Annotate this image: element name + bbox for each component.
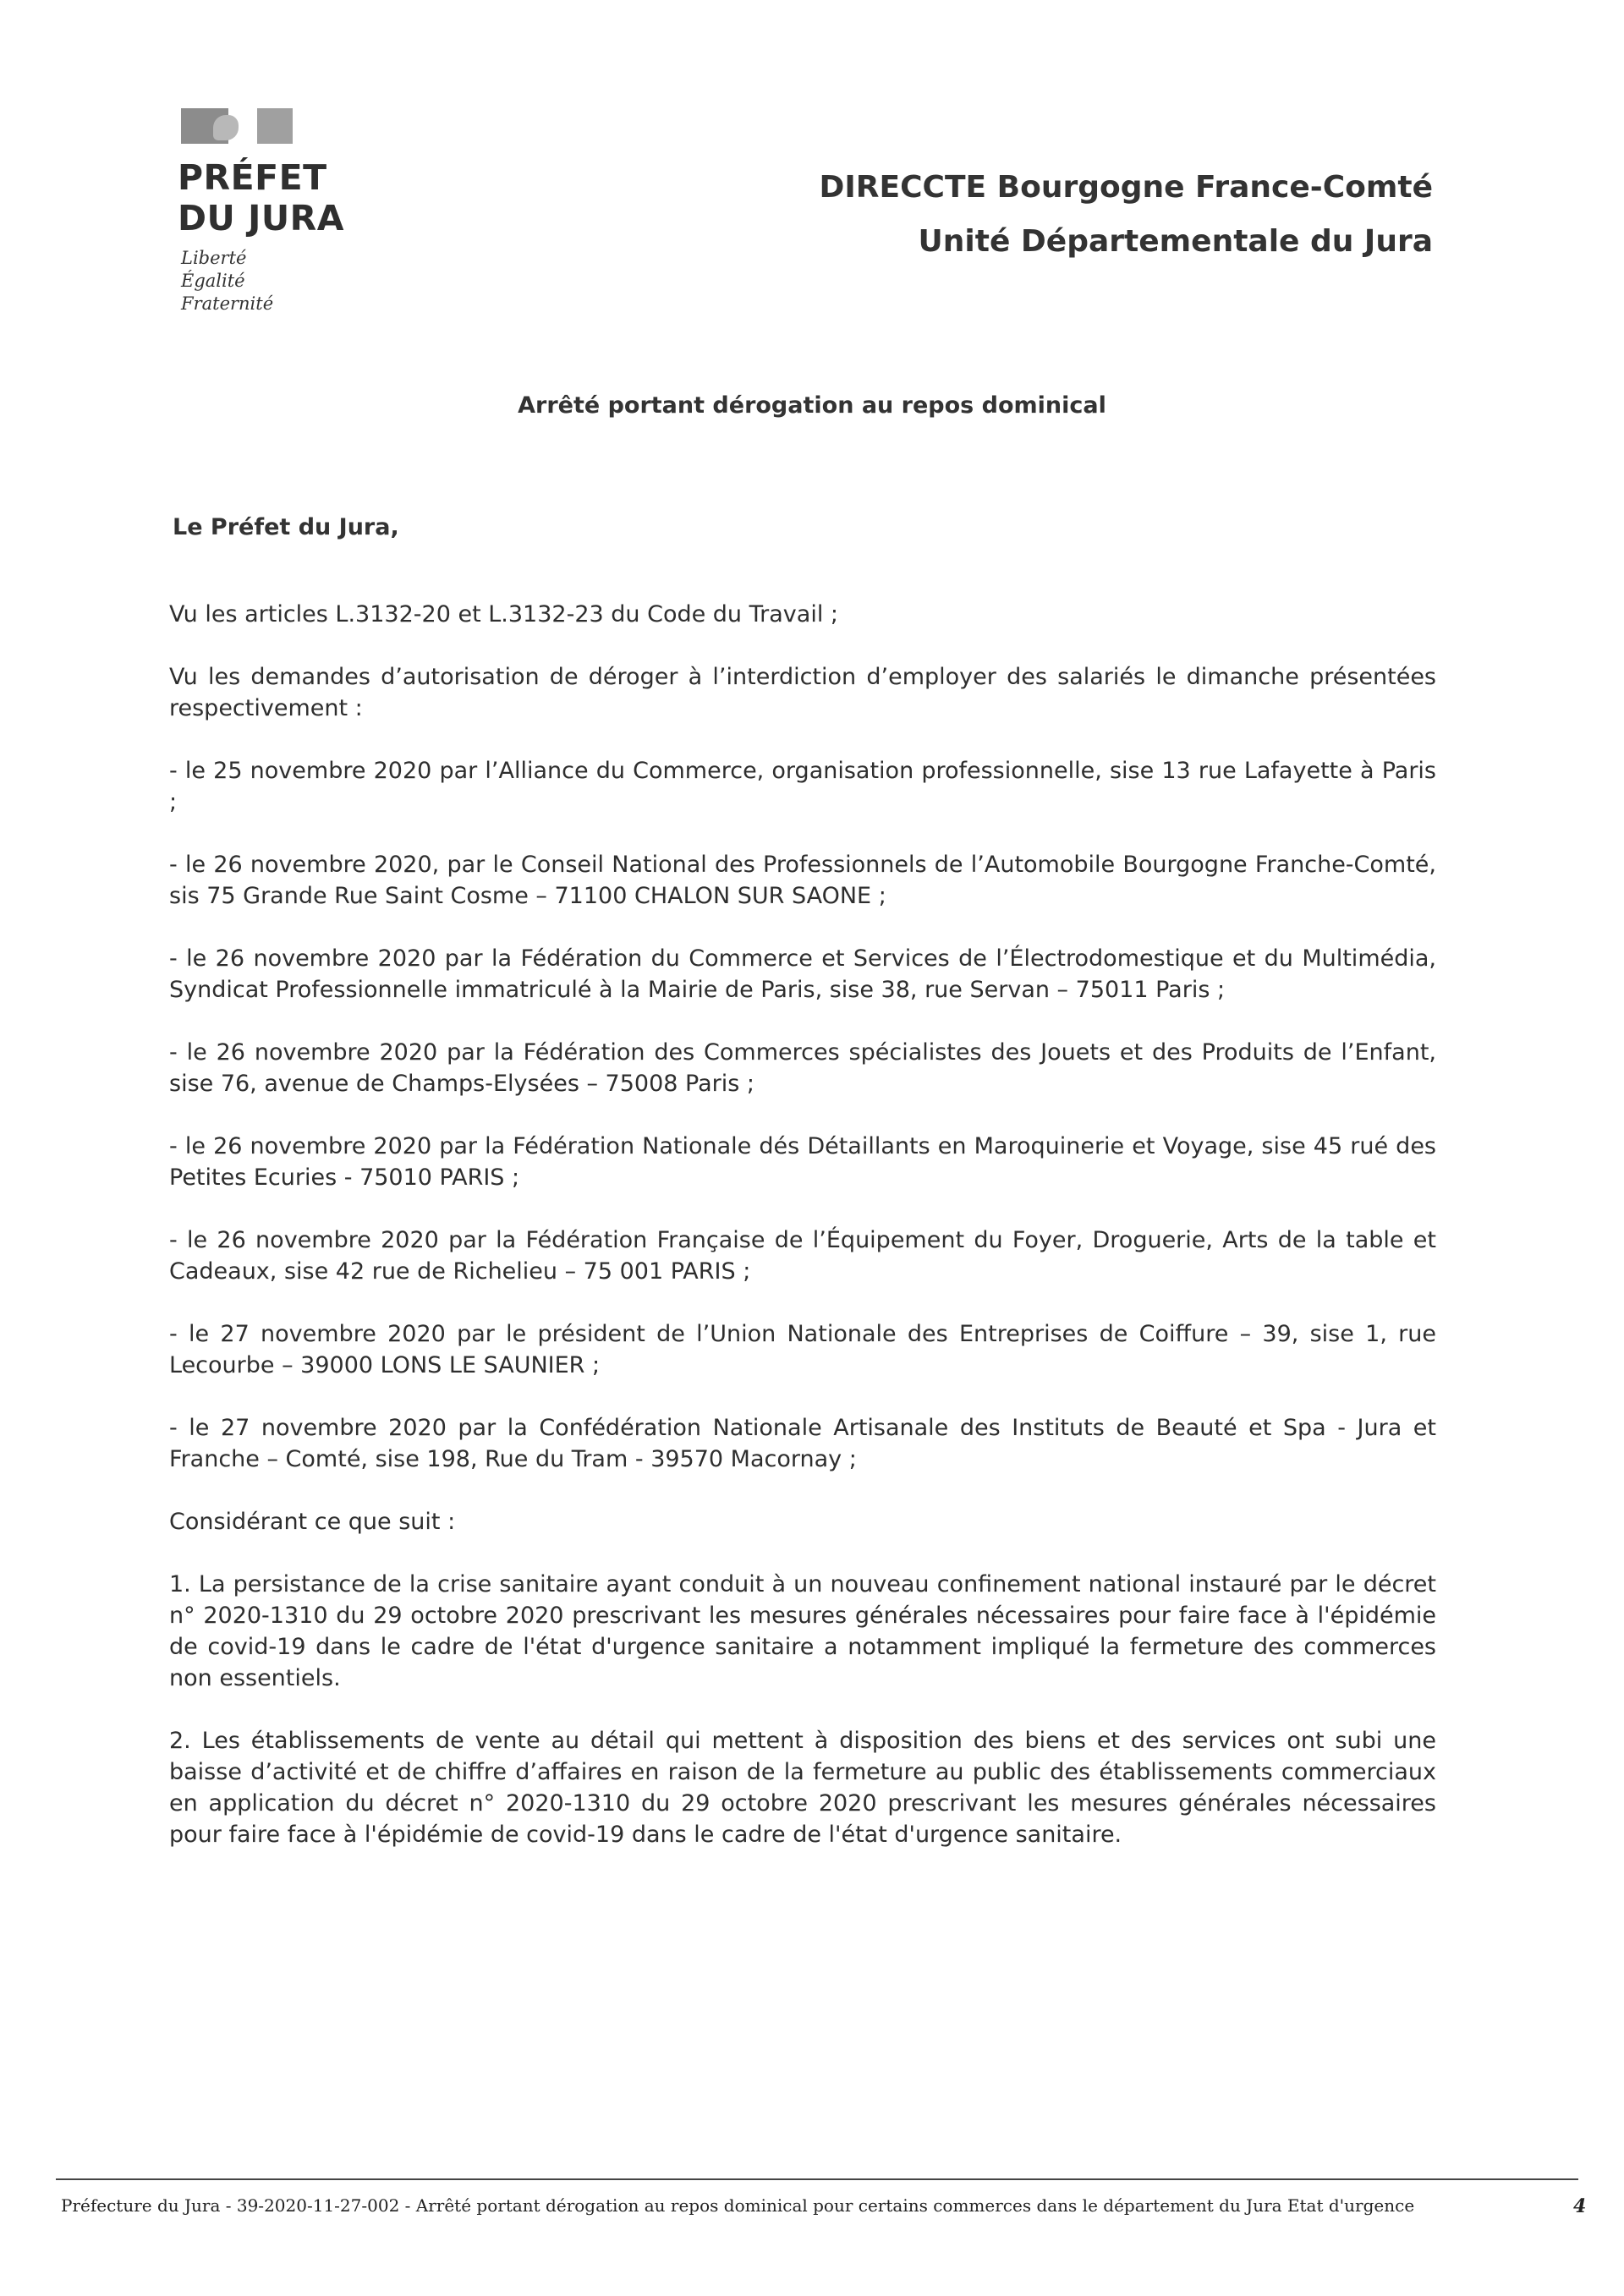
document-title: Arrêté portant dérogation au repos dominical (518, 392, 1106, 419)
footer-divider (56, 2178, 1578, 2180)
paragraph: - le 26 novembre 2020 par la Fédération des Commerces spécialistes des Jouets et des Produits de l’Enfant, sise 76, avenue de Champs-Elysées – 75008 Paris ; (169, 1039, 1436, 1097)
unit-name: Unité Départementale du Jura (918, 224, 1433, 259)
direccte-name: DIRECCTE Bourgogne France-Comté (819, 170, 1433, 205)
issuing-authority (820, 161, 1433, 269)
paragraph: - le 26 novembre 2020 par la Fédération du Commerce et Services de l’Électrodomestique et du Multimédia, Syndicat Professionnelle immatriculé à la Mairie de Paris, sise 38, rue Servan – 75011 Paris ; (169, 945, 1436, 1003)
prefet-title-line2: DU JURA (178, 198, 344, 238)
paragraph: - le 25 novembre 2020 par l’Alliance du Commerce, organisation professionnelle, sise 13 rue Lafayette à Paris ; (169, 758, 1436, 815)
republic-motto (181, 247, 398, 315)
prefet-logo-block (178, 108, 398, 315)
prefet-title-line1: PRÉFET (178, 157, 327, 198)
motto-egalite: Égalité (181, 271, 245, 291)
paragraph: - le 26 novembre 2020 par la Fédération Nationale dés Détaillants en Maroquinerie et Voyage, sise 45 rué des Petites Ecuries - 75010 PARIS ; (169, 1133, 1436, 1191)
page-number: 4 (1573, 2195, 1587, 2217)
paragraph: 1. La persistance de la crise sanitaire ayant conduit à un nouveau confinement national instauré par le décret n° 2020-1310 du 29 octobre 2020 prescrivant les mesures générales nécessaires pour faire face à l'épidémie de covid-19 dans le cadre de l'état d'urgence sanitaire a notamment impliqué la fermeture des commerces non essentiels. (169, 1571, 1436, 1691)
paragraph: - le 27 novembre 2020 par le président de l’Union Nationale des Entreprises de Coiffure – 39, sise 1, rue Lecourbe – 39000 LONS LE SAUNIER ; (169, 1321, 1436, 1378)
paragraph: - le 26 novembre 2020 par la Fédération Française de l’Équipement du Foyer, Droguerie, Arts de la table et Cadeaux, sise 42 rue de Richelieu – 75 001 PARIS ; (169, 1227, 1436, 1285)
marianne-logo-icon (181, 108, 293, 144)
prefet-title (178, 157, 398, 238)
motto-liberte: Liberté (181, 248, 247, 268)
paragraph: 2. Les établissements de vente au détail qui mettent à disposition des biens et des services ont subi une baisse d’activité et de chiffre d’affaires en raison de la fermeture au public des établissements commerciaux en application du décret n° 2020-1310 du 29 octobre 2020 prescrivant les mesures générales nécessaires pour faire face à l'épidémie de covid-19 dans le cadre de l'état d'urgence sanitaire. (169, 1728, 1436, 1848)
paragraph: Vu les demandes d’autorisation de déroger à l’interdiction d’employer des salariés le dimanche présentées respectivement : (169, 664, 1436, 721)
footer-reference: Préfecture du Jura - 39-2020-11-27-002 - Arrêté portant dérogation au repos dominical pour certains commerces dans le département du Jura Etat d'urgence (61, 2195, 1415, 2216)
document-body (169, 599, 1436, 1882)
paragraph: - le 26 novembre 2020, par le Conseil National des Professionnels de l’Automobile Bourgogne Franche-Comté, sis 75 Grande Rue Saint Cosme – 71100 CHALON SUR SAONE ; (169, 852, 1436, 909)
paragraph: Considérant ce que suit : (169, 1509, 456, 1535)
paragraph: Vu les articles L.3132-20 et L.3132-23 du Code du Travail ; (169, 601, 839, 627)
prefet-intro: Le Préfet du Jura, (173, 514, 399, 540)
motto-fraternite: Fraternité (181, 293, 274, 314)
paragraph: - le 27 novembre 2020 par la Confédération Nationale Artisanale des Instituts de Beauté et Spa - Jura et Franche – Comté, sise 198, Rue du Tram - 39570 Macornay ; (169, 1415, 1436, 1472)
